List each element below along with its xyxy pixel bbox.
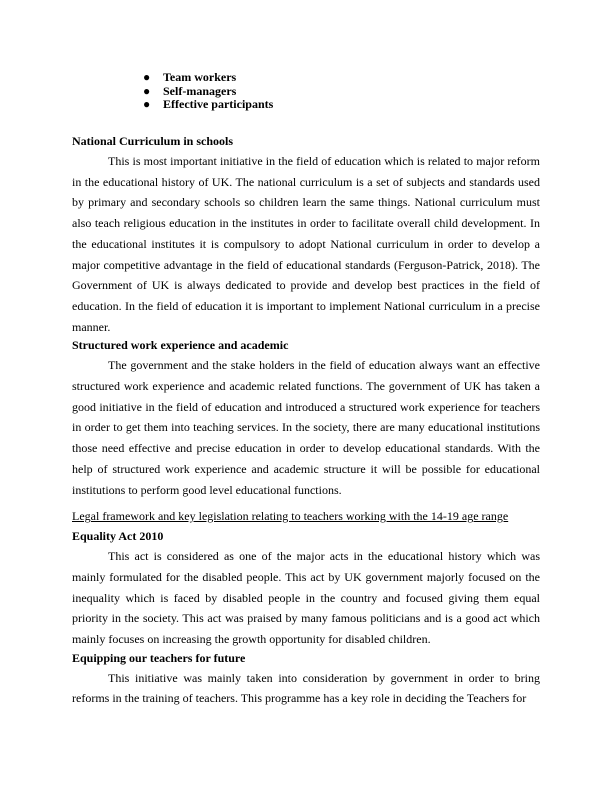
section-heading-legal-framework: Legal framework and key legislation relating to teachers working with the 14-19 age range bbox=[72, 509, 509, 524]
section-paragraph-national-curriculum: This is most important initiative in the field of education which is related to major reform in the educational history of UK. The national curriculum is a set of subjects and standards used by primary and secondary schools so children learn the same things. National curriculum must also teach religious education in the institutes in order to facilitate overall child development. In the educational institutes it is compulsory to adopt National curriculum in order to develop a major competitive advantage in the field of educational standards (Ferguson-Patrick, 2018). The Government of UK is always dedicated to provide and develop best practices in the field of education. In the field of education it is important to implement National curriculum in a precise manner. bbox=[72, 154, 540, 334]
bullet-dot-icon: ● bbox=[143, 70, 151, 84]
section-heading-equipping-teachers: Equipping our teachers for future bbox=[72, 650, 246, 665]
bullet-list bbox=[143, 71, 273, 112]
bullet-text: Team workers bbox=[163, 70, 237, 84]
bullet-text: Self-managers bbox=[163, 83, 237, 98]
bullet-text: Effective participants bbox=[163, 97, 274, 111]
bullet-item bbox=[143, 85, 273, 99]
bullet-item bbox=[143, 71, 273, 85]
section-paragraph-equipping-teachers: This initiative was mainly taken into consideration by government in order to bring reforms in the training of teachers. This programme has a key role in deciding the Teachers for bbox=[72, 670, 540, 706]
bullet-dot-icon: ● bbox=[143, 97, 151, 111]
section-heading-equality-act: Equality Act 2010 bbox=[72, 529, 164, 544]
document-body bbox=[72, 133, 540, 709]
section-paragraph-structured-work: The government and the stake holders in the field of education always want an effective structured work experience and academic related functions. The government of UK has taken a good initiative in the field of education and introduced a structured work experience for teachers in order to get them into teaching services. In the society, there are many educational institutions those need effective and precise education in order to develop educational standards. With the help of structured work experience and academic structure it will be possible for educational institutions to perform good level educational functions. bbox=[72, 358, 540, 497]
section-heading-structured-work: Structured work experience and academic bbox=[72, 338, 289, 353]
bullet-dot-icon: ● bbox=[143, 83, 151, 98]
section-paragraph-equality-act: This act is considered as one of the major acts in the educational history which was mainly formulated for the disabled people. This act by UK government majorly focused on the inequality which is faced by disabled people in the country and focused giving them equal priority in the society. This act was praised by many famous politicians and is a good act which mainly focuses on increasing the growth opportunity for disabled children. bbox=[72, 549, 540, 647]
section-heading-national-curriculum: National Curriculum in schools bbox=[72, 134, 234, 148]
bullet-item bbox=[143, 98, 273, 112]
